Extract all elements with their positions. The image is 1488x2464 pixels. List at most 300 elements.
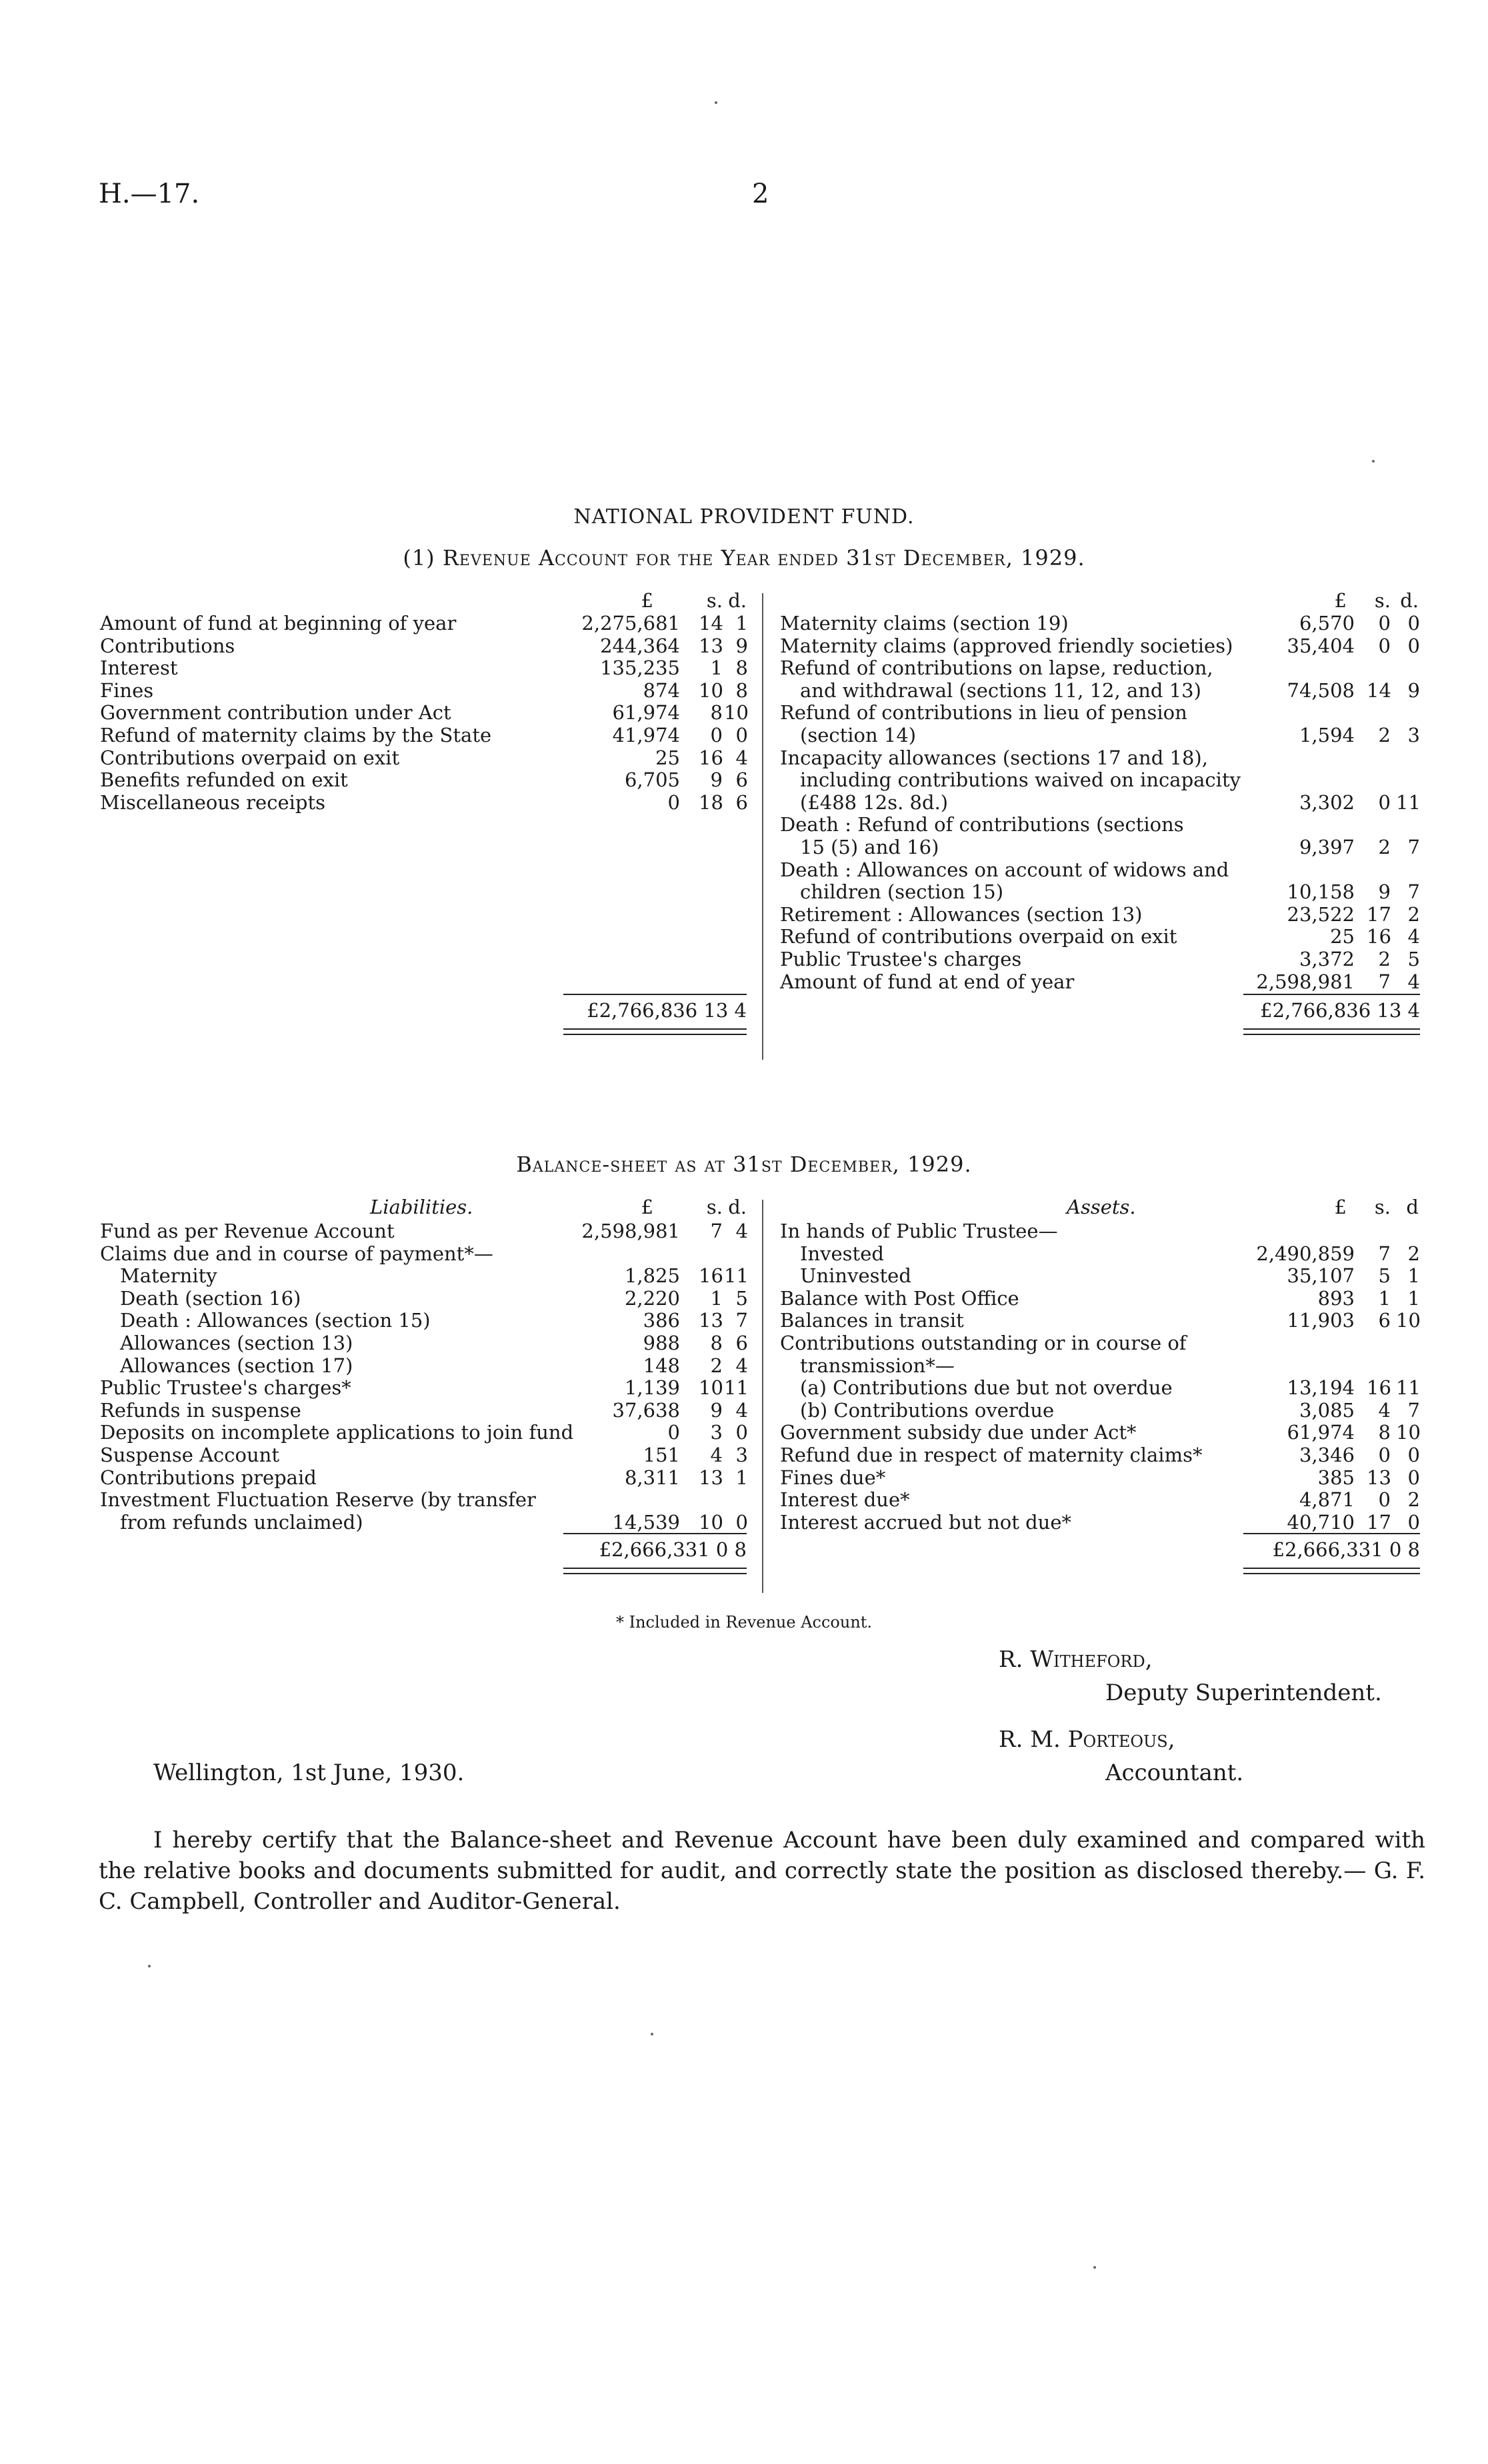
ledger-row bbox=[100, 1421, 573, 1444]
ledger-row bbox=[780, 1287, 1019, 1310]
ledger-label: Public Trustee's charges bbox=[780, 948, 1022, 970]
ledger-shillings: 16 bbox=[699, 1264, 723, 1288]
ledger-pounds: 14,539 bbox=[612, 1510, 680, 1534]
ledger-pounds: 893 bbox=[1317, 1286, 1355, 1310]
ledger-pence bbox=[724, 1488, 748, 1511]
ledger-shillings: 13 bbox=[699, 634, 723, 657]
ledger-shillings: 0 bbox=[1378, 634, 1391, 657]
revenue-column-divider bbox=[762, 593, 763, 1060]
ledger-pence: 6 bbox=[735, 790, 748, 814]
double-rule bbox=[1243, 1028, 1420, 1030]
ledger-pounds: 3,302 bbox=[1299, 790, 1355, 814]
ledger-row bbox=[780, 1421, 1137, 1444]
total-rule bbox=[1243, 1533, 1420, 1534]
double-rule bbox=[563, 1568, 747, 1569]
ledger-pence: 3 bbox=[735, 1444, 748, 1466]
ledger-label: Contributions outstanding or in course of bbox=[780, 1332, 1187, 1354]
ledger-pounds: 135,235 bbox=[600, 656, 680, 680]
ledger-label: Allowances (section 17) bbox=[120, 1354, 353, 1377]
ledger-label: Contributions overpaid on exit bbox=[100, 746, 400, 769]
ledger-pounds: 2,275,681 bbox=[581, 612, 680, 634]
ledger-shillings: 16 bbox=[1367, 925, 1391, 948]
ledger-label: Death : Allowances (section 15) bbox=[120, 1309, 431, 1332]
ledger-pence: 6 bbox=[735, 768, 748, 792]
ledger-shillings bbox=[1367, 746, 1391, 769]
ledger-row bbox=[780, 768, 1241, 791]
ledger-pounds: 6,570 bbox=[1299, 612, 1355, 634]
ledger-row bbox=[100, 1399, 301, 1422]
ledger-row bbox=[780, 925, 1177, 948]
ledger-label: Refund of maternity claims by the State bbox=[100, 724, 492, 746]
revenue-left-pence-header: d. bbox=[728, 589, 747, 612]
ledger-row bbox=[100, 768, 348, 791]
ledger-row bbox=[780, 1444, 1202, 1466]
ledger-pence: 0 bbox=[1407, 1466, 1420, 1489]
ledger-label: Investment Fluctuation Reserve (by transfer bbox=[100, 1488, 536, 1512]
ledger-pounds: 8,311 bbox=[624, 1466, 680, 1489]
ledger-shillings: 1 bbox=[710, 1286, 723, 1310]
signatory-name-2-text: R. M. Porteous, bbox=[999, 1726, 1175, 1753]
ledger-label: Death (section 16) bbox=[120, 1286, 301, 1310]
ledger-shillings: 3 bbox=[710, 1421, 723, 1444]
ledger-row bbox=[100, 724, 491, 746]
scan-speck bbox=[651, 2033, 653, 2035]
ledger-pence: 10 bbox=[1396, 1421, 1421, 1444]
ledger-pounds: 244,364 bbox=[600, 634, 680, 657]
ledger-pounds: 4,871 bbox=[1299, 1488, 1355, 1512]
ledger-row bbox=[100, 1466, 317, 1489]
ledger-pence: 0 bbox=[1407, 634, 1420, 657]
ledger-pounds bbox=[1220, 701, 1355, 724]
ledger-shillings: 16 bbox=[699, 746, 723, 769]
revenue-right-pounds-header: £ bbox=[1334, 589, 1347, 612]
ledger-label: Suspense Account bbox=[100, 1444, 279, 1466]
ledger-shillings: 10 bbox=[699, 678, 723, 702]
ledger-row bbox=[780, 1399, 1054, 1422]
ledger-row bbox=[100, 1309, 431, 1332]
ledger-row bbox=[100, 1376, 351, 1399]
ledger-shillings: 2 bbox=[1378, 948, 1391, 970]
ledger-pounds bbox=[1220, 1354, 1355, 1377]
ledger-pounds bbox=[1220, 1220, 1355, 1242]
ledger-pence bbox=[1396, 1220, 1420, 1242]
ledger-label: Balance with Post Office bbox=[780, 1286, 1019, 1310]
ledger-pence: 1 bbox=[735, 612, 748, 634]
ledger-row bbox=[780, 1511, 1071, 1534]
balance-right-shillings-header: s. bbox=[1374, 1196, 1391, 1218]
ledger-label: Refund of contributions in lieu of pension bbox=[780, 701, 1187, 724]
balance-column-divider bbox=[762, 1200, 763, 1593]
ledger-label: Contributions prepaid bbox=[100, 1466, 317, 1489]
ledger-total: £2,766,836 13 4 bbox=[1260, 999, 1420, 1022]
ledger-pence: 2 bbox=[1407, 902, 1420, 926]
ledger-row bbox=[100, 701, 451, 724]
ledger-label: Fund as per Revenue Account bbox=[100, 1220, 395, 1242]
ledger-pounds: 23,522 bbox=[1287, 902, 1355, 926]
ledger-shillings: 2 bbox=[1378, 724, 1391, 746]
revenue-title: (1) Revenue Account for the Year ended 31st December, 1929. bbox=[403, 545, 1085, 571]
ledger-shillings: 2 bbox=[710, 1354, 723, 1377]
ledger-pence: 11 bbox=[1396, 790, 1421, 814]
ledger-row bbox=[100, 1220, 395, 1242]
balance-left-pounds-header: £ bbox=[641, 1196, 653, 1218]
double-rule bbox=[563, 1034, 747, 1035]
ledger-pounds bbox=[547, 1488, 680, 1511]
ledger-shillings: 13 bbox=[699, 1309, 723, 1332]
ledger-shillings: 18 bbox=[699, 790, 723, 814]
total-rule bbox=[563, 994, 747, 995]
ledger-shillings: 17 bbox=[1367, 1510, 1391, 1534]
ledger-row bbox=[780, 746, 1208, 769]
ledger-pence bbox=[724, 1242, 748, 1265]
ledger-row bbox=[780, 948, 1021, 970]
ledger-pounds: 35,404 bbox=[1287, 634, 1355, 657]
ledger-pence bbox=[1396, 701, 1420, 724]
ledger-label: children (section 15) bbox=[800, 880, 1004, 904]
ledger-shillings bbox=[1367, 813, 1391, 836]
ledger-shillings: 0 bbox=[1378, 790, 1391, 814]
ledger-pence: 4 bbox=[735, 746, 748, 769]
ledger-pence: 3 bbox=[1407, 724, 1420, 746]
ledger-row bbox=[100, 1332, 353, 1354]
ledger-shillings: 5 bbox=[1378, 1264, 1391, 1288]
ledger-label: Refunds in suspense bbox=[100, 1398, 301, 1422]
ledger-label: (section 14) bbox=[800, 724, 917, 746]
ledger-row bbox=[100, 1264, 217, 1287]
double-rule bbox=[563, 1573, 747, 1574]
ledger-pence: 7 bbox=[1407, 880, 1420, 904]
ledger-pounds: 1,139 bbox=[624, 1376, 680, 1400]
ledger-pence: 10 bbox=[724, 701, 749, 724]
audit-certificate: I hereby certify that the Balance-sheet and Revenue Account have been duly examined and compared with the relative books and documents submitted for audit, and correctly state the position as disclosed thereby.— G. F. C. Campbell, Controller and Auditor-General. bbox=[99, 1827, 1425, 1915]
ledger-pounds: 148 bbox=[643, 1354, 680, 1377]
ledger-row bbox=[100, 791, 325, 814]
ledger-shillings: 17 bbox=[1367, 902, 1391, 926]
ledger-shillings: 16 bbox=[1367, 1376, 1391, 1400]
ledger-row bbox=[780, 1488, 910, 1511]
ledger-pounds: 0 bbox=[667, 790, 680, 814]
ledger-pounds: 61,974 bbox=[612, 701, 680, 724]
balance-left-pence-header: d. bbox=[728, 1196, 747, 1218]
ledger-total: £2,666,331 0 8 bbox=[599, 1538, 747, 1562]
signatory-title-1: Deputy Superintendent. bbox=[1105, 1680, 1382, 1706]
ledger-pounds: 988 bbox=[643, 1332, 680, 1354]
ledger-shillings: 4 bbox=[1378, 1398, 1391, 1422]
ledger-shillings: 0 bbox=[710, 724, 723, 746]
ledger-label: Invested bbox=[800, 1242, 884, 1265]
ledger-row bbox=[100, 746, 399, 769]
signatory-name-1-text: R. Witheford, bbox=[999, 1646, 1153, 1673]
ledger-pounds: 6,705 bbox=[624, 768, 680, 792]
ledger-row bbox=[780, 701, 1187, 724]
ledger-pence: 0 bbox=[735, 1421, 748, 1444]
ledger-label: Death : Allowances on account of widows and bbox=[780, 858, 1229, 881]
ledger-pence: 10 bbox=[1396, 1309, 1421, 1332]
ledger-shillings: 2 bbox=[1378, 836, 1391, 858]
ledger-label: Incapacity allowances (sections 17 and 18), bbox=[780, 746, 1208, 769]
ledger-pence: 1 bbox=[1407, 1264, 1420, 1288]
double-rule bbox=[563, 1028, 747, 1030]
ledger-pence: 2 bbox=[1407, 1488, 1420, 1512]
ledger-shillings bbox=[1367, 656, 1391, 679]
ledger-shillings: 7 bbox=[1378, 1242, 1391, 1265]
ledger-label: Contributions bbox=[100, 634, 235, 657]
ledger-shillings: 13 bbox=[699, 1466, 723, 1489]
ledger-shillings: 6 bbox=[1378, 1309, 1391, 1332]
ledger-pounds: 35,107 bbox=[1287, 1264, 1355, 1288]
ledger-shillings: 9 bbox=[710, 768, 723, 792]
ledger-pounds: 74,508 bbox=[1287, 678, 1355, 702]
ledger-shillings: 14 bbox=[1367, 678, 1391, 702]
ledger-pounds: 2,598,981 bbox=[1256, 970, 1355, 993]
ledger-label: transmission*— bbox=[800, 1354, 955, 1377]
ledger-pence: 0 bbox=[1407, 612, 1420, 634]
ledger-pence: 9 bbox=[735, 634, 748, 657]
ledger-row bbox=[780, 1264, 911, 1287]
ledger-pounds: 2,220 bbox=[624, 1286, 680, 1310]
ledger-pounds: 37,638 bbox=[612, 1398, 680, 1422]
ledger-pence: 11 bbox=[724, 1264, 749, 1288]
ledger-label: and withdrawal (sections 11, 12, and 13) bbox=[800, 678, 1201, 702]
ledger-label: Maternity claims (section 19) bbox=[780, 612, 1069, 634]
ledger-pence bbox=[1396, 746, 1420, 769]
scan-speck bbox=[1372, 460, 1375, 463]
ledger-shillings: 10 bbox=[699, 1376, 723, 1400]
ledger-shillings: 0 bbox=[1378, 1444, 1391, 1466]
ledger-pence: 4 bbox=[735, 1398, 748, 1422]
ledger-pounds: 11,903 bbox=[1287, 1309, 1355, 1332]
ledger-pence: 6 bbox=[735, 1332, 748, 1354]
ledger-label: Allowances (section 13) bbox=[120, 1332, 353, 1354]
revenue-left-pounds-header: £ bbox=[641, 589, 653, 612]
ledger-label: from refunds unclaimed) bbox=[120, 1510, 363, 1534]
ledger-pence: 7 bbox=[1407, 1398, 1420, 1422]
ledger-pounds: 1,825 bbox=[624, 1264, 680, 1288]
ledger-row bbox=[780, 1466, 885, 1489]
ledger-pence bbox=[1396, 1332, 1420, 1354]
ledger-pounds: 40,710 bbox=[1287, 1510, 1355, 1534]
signatory-title-2: Accountant. bbox=[1105, 1760, 1244, 1786]
ledger-row bbox=[780, 903, 1143, 926]
footnote: * Included in Revenue Account. bbox=[615, 1613, 873, 1632]
revenue-right-pence-header: d. bbox=[1400, 589, 1419, 612]
ledger-pence: 4 bbox=[1407, 970, 1420, 993]
ledger-pounds: 9,397 bbox=[1299, 836, 1355, 858]
double-rule bbox=[1243, 1568, 1420, 1569]
total-rule bbox=[563, 1533, 747, 1534]
revenue-right-shillings-header: s. bbox=[1374, 589, 1391, 612]
ledger-pence: 4 bbox=[735, 1220, 748, 1242]
ledger-label: Government contribution under Act bbox=[100, 701, 451, 724]
ledger-row bbox=[100, 656, 178, 679]
ledger-label: (a) Contributions due but not overdue bbox=[800, 1376, 1173, 1400]
ledger-row bbox=[780, 880, 1003, 903]
ledger-label: Refund due in respect of maternity claims* bbox=[780, 1444, 1203, 1466]
ledger-label: Refund of contributions on lapse, reduction, bbox=[780, 656, 1213, 680]
document-code: H.—17. bbox=[99, 179, 200, 209]
ledger-label: Death : Refund of contributions (sections bbox=[780, 813, 1184, 836]
ledger-pounds: 1,594 bbox=[1299, 724, 1355, 746]
ledger-shillings: 8 bbox=[1378, 1421, 1391, 1444]
ledger-pounds: 3,085 bbox=[1299, 1398, 1355, 1422]
ledger-label: including contributions waived on incapacity bbox=[800, 768, 1241, 792]
ledger-row bbox=[780, 1332, 1187, 1354]
ledger-pounds: 3,372 bbox=[1299, 948, 1355, 970]
ledger-label: 15 (5) and 16) bbox=[800, 836, 939, 858]
ledger-label: Refund of contributions overpaid on exit bbox=[780, 925, 1177, 948]
ledger-pounds bbox=[1220, 768, 1355, 791]
ledger-shillings bbox=[1367, 701, 1391, 724]
ledger-shillings: 7 bbox=[1378, 970, 1391, 993]
assets-heading: Assets. bbox=[1067, 1196, 1136, 1218]
ledger-row bbox=[780, 1354, 955, 1377]
ledger-shillings: 4 bbox=[710, 1444, 723, 1466]
ledger-pence bbox=[1396, 768, 1420, 791]
fund-title: NATIONAL PROVIDENT FUND. bbox=[573, 505, 915, 529]
ledger-label: (b) Contributions overdue bbox=[800, 1398, 1055, 1422]
ledger-shillings bbox=[699, 1242, 723, 1265]
ledger-label: Interest bbox=[100, 656, 178, 680]
ledger-pounds bbox=[1220, 813, 1355, 836]
ledger-shillings: 1 bbox=[710, 656, 723, 680]
ledger-pounds bbox=[547, 1242, 680, 1265]
ledger-row bbox=[780, 813, 1184, 836]
ledger-label: Uninvested bbox=[800, 1264, 911, 1288]
ledger-label: Deposits on incomplete applications to join fund bbox=[100, 1421, 574, 1444]
ledger-pounds: 61,974 bbox=[1287, 1421, 1355, 1444]
ledger-label: Maternity bbox=[120, 1264, 217, 1288]
ledger-row bbox=[100, 1354, 353, 1377]
ledger-shillings: 0 bbox=[1378, 612, 1391, 634]
ledger-row bbox=[780, 1220, 1058, 1242]
ledger-label: Fines due* bbox=[780, 1466, 886, 1489]
ledger-shillings bbox=[1367, 1332, 1391, 1354]
ledger-row bbox=[100, 1444, 279, 1466]
ledger-label: Interest accrued but not due* bbox=[780, 1510, 1072, 1534]
ledger-label: Government subsidy due under Act* bbox=[780, 1421, 1137, 1444]
ledger-label: Miscellaneous receipts bbox=[100, 790, 325, 814]
ledger-pounds bbox=[1220, 858, 1355, 881]
ledger-row bbox=[780, 679, 1201, 702]
total-rule bbox=[1243, 994, 1420, 995]
balance-right-pounds-header: £ bbox=[1334, 1196, 1347, 1218]
ledger-label: In hands of Public Trustee— bbox=[780, 1220, 1058, 1242]
ledger-shillings: 14 bbox=[699, 612, 723, 634]
ledger-pence bbox=[1396, 1354, 1420, 1377]
ledger-label: Public Trustee's charges* bbox=[100, 1376, 351, 1400]
ledger-pounds: 151 bbox=[643, 1444, 680, 1466]
ledger-pence: 5 bbox=[735, 1286, 748, 1310]
ledger-shillings: 1 bbox=[1378, 1286, 1391, 1310]
ledger-shillings: 13 bbox=[1367, 1466, 1391, 1489]
place-and-date: Wellington, 1st June, 1930. bbox=[153, 1760, 465, 1786]
ledger-pence: 11 bbox=[1396, 1376, 1421, 1400]
ledger-total: £2,766,836 13 4 bbox=[587, 999, 747, 1022]
ledger-pence: 1 bbox=[1407, 1286, 1420, 1310]
double-rule bbox=[1243, 1573, 1420, 1574]
ledger-row bbox=[780, 634, 1233, 657]
balance-title: Balance-sheet as at 31st December, 1929. bbox=[516, 1152, 972, 1177]
ledger-pence: 0 bbox=[1407, 1444, 1420, 1466]
scan-speck bbox=[715, 101, 717, 104]
ledger-row bbox=[100, 679, 153, 702]
ledger-shillings bbox=[1367, 1354, 1391, 1377]
ledger-label: (£488 12s. 8d.) bbox=[800, 790, 949, 814]
ledger-pence: 4 bbox=[1407, 925, 1420, 948]
ledger-total: £2,666,331 0 8 bbox=[1272, 1538, 1420, 1562]
ledger-row bbox=[780, 791, 948, 814]
ledger-pounds: 3,346 bbox=[1299, 1444, 1355, 1466]
ledger-pounds: 385 bbox=[1317, 1466, 1355, 1489]
ledger-pounds bbox=[1220, 1332, 1355, 1354]
ledger-row bbox=[780, 724, 916, 746]
ledger-shillings: 9 bbox=[1378, 880, 1391, 904]
ledger-pence: 11 bbox=[724, 1376, 749, 1400]
page-number: 2 bbox=[752, 179, 769, 209]
ledger-pence: 0 bbox=[735, 724, 748, 746]
ledger-pounds: 25 bbox=[655, 746, 680, 769]
ledger-pence: 7 bbox=[1407, 836, 1420, 858]
ledger-pence: 5 bbox=[1407, 948, 1420, 970]
ledger-pence: 2 bbox=[1407, 1242, 1420, 1265]
ledger-shillings: 9 bbox=[710, 1398, 723, 1422]
ledger-pounds: 0 bbox=[667, 1421, 680, 1444]
ledger-row bbox=[100, 1287, 301, 1310]
double-rule bbox=[1243, 1034, 1420, 1035]
ledger-label: Balances in transit bbox=[780, 1309, 964, 1332]
ledger-row bbox=[100, 1242, 493, 1265]
ledger-row bbox=[780, 1376, 1173, 1399]
ledger-label: Maternity claims (approved friendly societies) bbox=[780, 634, 1233, 657]
ledger-pounds: 386 bbox=[643, 1309, 680, 1332]
ledger-shillings: 8 bbox=[710, 701, 723, 724]
ledger-pounds: 2,490,859 bbox=[1256, 1242, 1355, 1265]
ledger-pounds: 41,974 bbox=[612, 724, 680, 746]
ledger-pence: 8 bbox=[735, 678, 748, 702]
ledger-row bbox=[780, 836, 939, 858]
ledger-row bbox=[780, 1242, 884, 1265]
scan-speck bbox=[1093, 2266, 1096, 2269]
ledger-shillings: 8 bbox=[710, 1332, 723, 1354]
ledger-row bbox=[780, 656, 1213, 679]
balance-left-shillings-header: s. bbox=[706, 1196, 723, 1218]
ledger-pounds: 13,194 bbox=[1287, 1376, 1355, 1400]
ledger-pence: 0 bbox=[1407, 1510, 1420, 1534]
ledger-label: Amount of fund at beginning of year bbox=[100, 612, 457, 634]
ledger-row bbox=[780, 1309, 964, 1332]
ledger-shillings: 7 bbox=[710, 1220, 723, 1242]
ledger-shillings: 10 bbox=[699, 1510, 723, 1534]
ledger-row bbox=[100, 1488, 536, 1511]
signatory-name-1 bbox=[999, 1646, 1153, 1673]
ledger-row bbox=[780, 858, 1229, 881]
ledger-pence bbox=[1396, 656, 1420, 679]
ledger-pence: 9 bbox=[1407, 678, 1420, 702]
ledger-shillings bbox=[1367, 768, 1391, 791]
ledger-label: Retirement : Allowances (section 13) bbox=[780, 902, 1143, 926]
ledger-pence: 8 bbox=[735, 656, 748, 680]
ledger-pence: 0 bbox=[735, 1510, 748, 1534]
ledger-row bbox=[100, 634, 235, 657]
ledger-row bbox=[780, 612, 1069, 634]
ledger-pounds bbox=[1220, 656, 1355, 679]
ledger-shillings bbox=[1367, 1220, 1391, 1242]
ledger-pence: 1 bbox=[735, 1466, 748, 1489]
ledger-pence bbox=[1396, 858, 1420, 881]
ledger-label: Interest due* bbox=[780, 1488, 910, 1512]
scan-speck bbox=[148, 1965, 151, 1967]
ledger-pounds: 2,598,981 bbox=[581, 1220, 680, 1242]
